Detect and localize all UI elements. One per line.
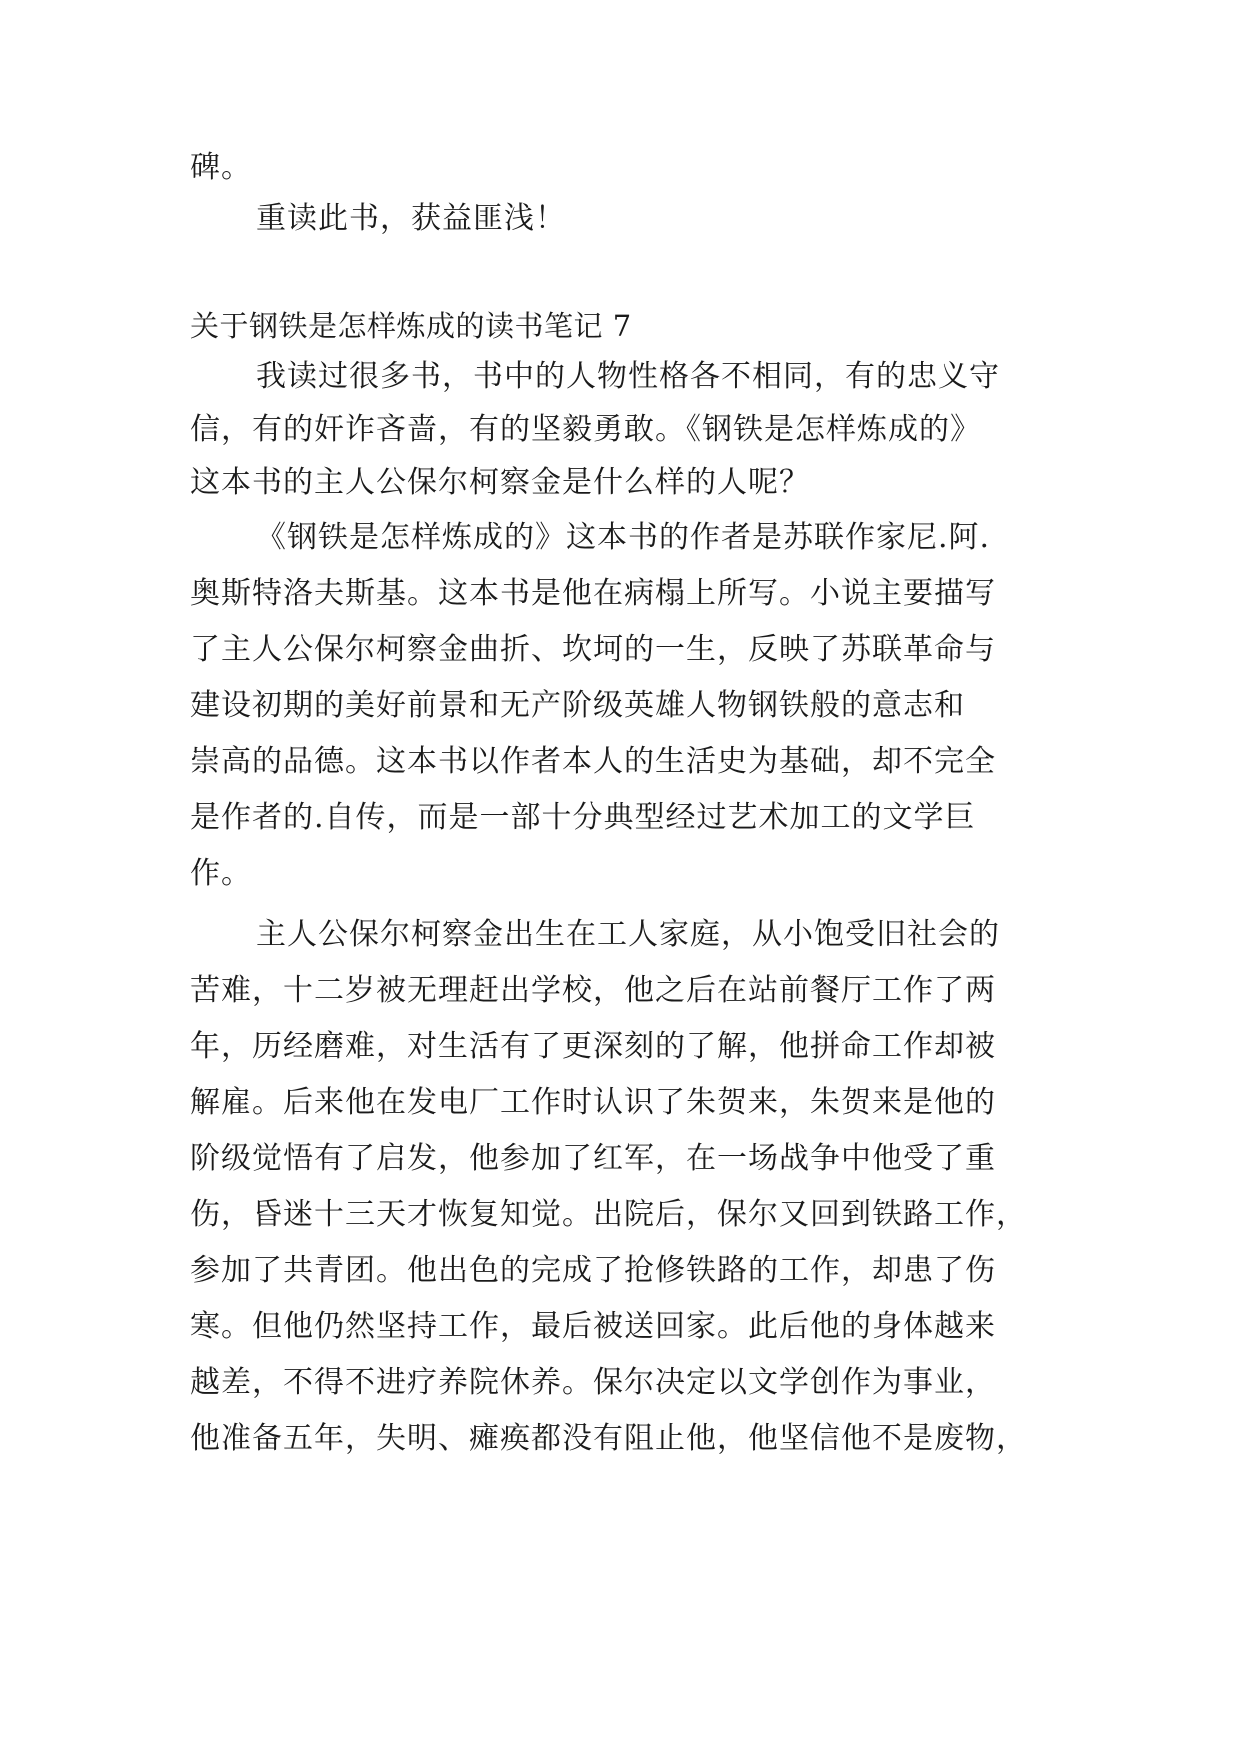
text-line: 《钢铁是怎样炼成的》这本书的作者是苏联作家尼.阿. [256, 520, 991, 555]
text-line: 建设初期的美好前景和无产阶级英雄人物钢铁般的意志和 [190, 688, 965, 723]
section-heading: 关于钢铁是怎样炼成的读书笔记 7 [190, 309, 632, 343]
text-line: 越差，不得不进疗养院休养。保尔决定以文学创作为事业， [190, 1365, 996, 1400]
text-line: 崇高的品德。这本书以作者本人的生活史为基础，却不完全 [190, 744, 996, 779]
text-line: 信，有的奸诈吝啬，有的坚毅勇敢。《钢铁是怎样炼成的》 [190, 412, 981, 447]
text-line: 奥斯特洛夫斯基。这本书是他在病榻上所写。小说主要描写 [190, 576, 996, 611]
text-line: 我读过很多书，书中的人物性格各不相同，有的忠义守 [256, 359, 1000, 394]
text-line: 碑。 [190, 150, 252, 185]
text-line: 寒。但他仍然坚持工作，最后被送回家。此后他的身体越来 [190, 1309, 996, 1344]
text-line: 是作者的.自传，而是一部十分典型经过艺术加工的文学巨 [190, 800, 976, 835]
text-line: 主人公保尔柯察金出生在工人家庭，从小饱受旧社会的 [256, 917, 1000, 952]
text-line: 伤，昏迷十三天才恢复知觉。出院后，保尔又回到铁路工作， [190, 1197, 1027, 1232]
text-line: 了主人公保尔柯察金曲折、坎坷的一生，反映了苏联革命与 [190, 632, 996, 667]
text-line: 苦难，十二岁被无理赶出学校，他之后在站前餐厅工作了两 [190, 973, 996, 1008]
text-line: 阶级觉悟有了启发，他参加了红军，在一场战争中他受了重 [190, 1141, 996, 1176]
text-line: 重读此书，获益匪浅！ [256, 201, 566, 236]
text-line: 参加了共青团。他出色的完成了抢修铁路的工作，却患了伤 [190, 1253, 996, 1288]
text-line: 他准备五年，失明、瘫痪都没有阻止他，他坚信他不是废物， [190, 1421, 1027, 1456]
text-line: 作。 [190, 856, 252, 891]
text-line: 年，历经磨难，对生活有了更深刻的了解，他拼命工作却被 [190, 1029, 996, 1064]
text-line: 这本书的主人公保尔柯察金是什么样的人呢？ [190, 465, 810, 500]
text-line: 解雇。后来他在发电厂工作时认识了朱贺来，朱贺来是他的 [190, 1085, 996, 1120]
